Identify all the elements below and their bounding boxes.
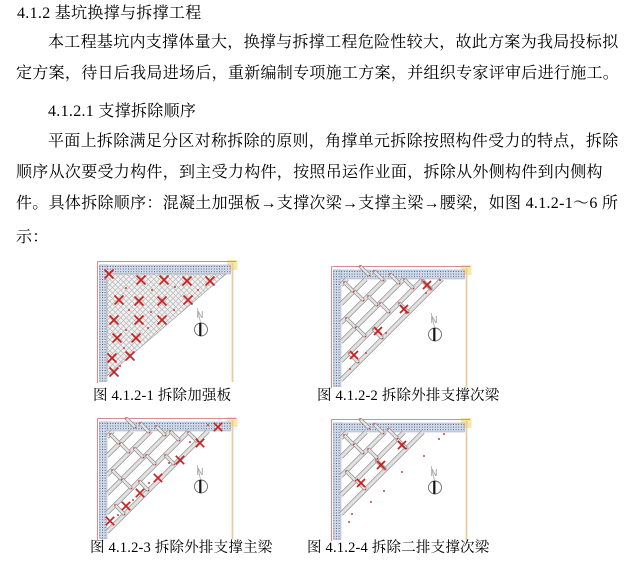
compass-north-label: N (430, 315, 438, 326)
left-wall (334, 423, 342, 540)
top-wall (334, 270, 465, 279)
paragraph-line: 本工程基坑内支撑体量大，换撑与拆撑工程危险性较大，故此方案为我局投标拟 (48, 34, 619, 51)
figure-4-1-2-3-diagram[interactable] (96, 417, 238, 541)
figure-4-1-2-3[interactable] (96, 417, 238, 541)
support-beams (341, 265, 442, 380)
subsection-heading: 4.1.2.1 支撑拆除顺序 (48, 103, 197, 120)
paragraph-line: 平面上拆除满足分区对称拆除的原则，角撑单元拆除按照构件受力的特点，拆除 (48, 133, 619, 150)
north-compass-icon (195, 308, 208, 336)
figure-4-1-2-2[interactable] (330, 265, 472, 389)
paragraph-line: 定方案，待日后我局进场后，重新编制专项施工方案，并组织专家评审后进行施工。 (16, 65, 620, 82)
top-wall (100, 422, 231, 431)
north-compass-icon (429, 466, 442, 494)
figure-4-1-2-4-diagram[interactable] (330, 418, 472, 542)
figure-caption: 图 4.1.2-3 拆除外排支撑主梁 (90, 540, 273, 556)
demolition-x-marks (357, 441, 406, 487)
left-wall (100, 265, 108, 382)
left-wall (100, 422, 108, 539)
figure-4-1-2-1[interactable] (96, 260, 238, 384)
figure-4-1-2-1-diagram[interactable] (96, 260, 238, 384)
left-wall (334, 270, 342, 387)
section-heading: 4.1.2 基坑换撑与拆撑工程 (17, 5, 202, 22)
compass-north-label: N (430, 468, 438, 479)
paragraph-line: 件。具体拆除顺序：混凝土加强板→支撑次梁→支撑主梁→腰梁，如图 4.1.2-1～6 所 (16, 195, 619, 212)
reinforced-slab (107, 274, 226, 376)
paragraph-line: 顺序从次要受力构件，到主受力构件，按照吊运作业面，拆除从外侧构件到内侧构 (16, 164, 603, 181)
compass-north-label: N (196, 467, 204, 478)
top-wall (334, 423, 465, 432)
compass-north-label: N (196, 310, 204, 321)
north-compass-icon (429, 313, 442, 341)
paragraph-line: 示： (16, 229, 49, 246)
figure-caption: 图 4.1.2-4 拆除二排支撑次梁 (307, 540, 490, 556)
figure-4-1-2-4[interactable] (330, 418, 472, 542)
support-beams (107, 417, 208, 532)
figure-caption: 图 4.1.2-2 拆除外排支撑次梁 (317, 388, 500, 404)
north-compass-icon (195, 465, 208, 493)
figure-caption: 图 4.1.2-1 拆除加强板 (93, 388, 232, 404)
figure-4-1-2-2-diagram[interactable] (330, 265, 472, 389)
top-wall (100, 265, 231, 274)
